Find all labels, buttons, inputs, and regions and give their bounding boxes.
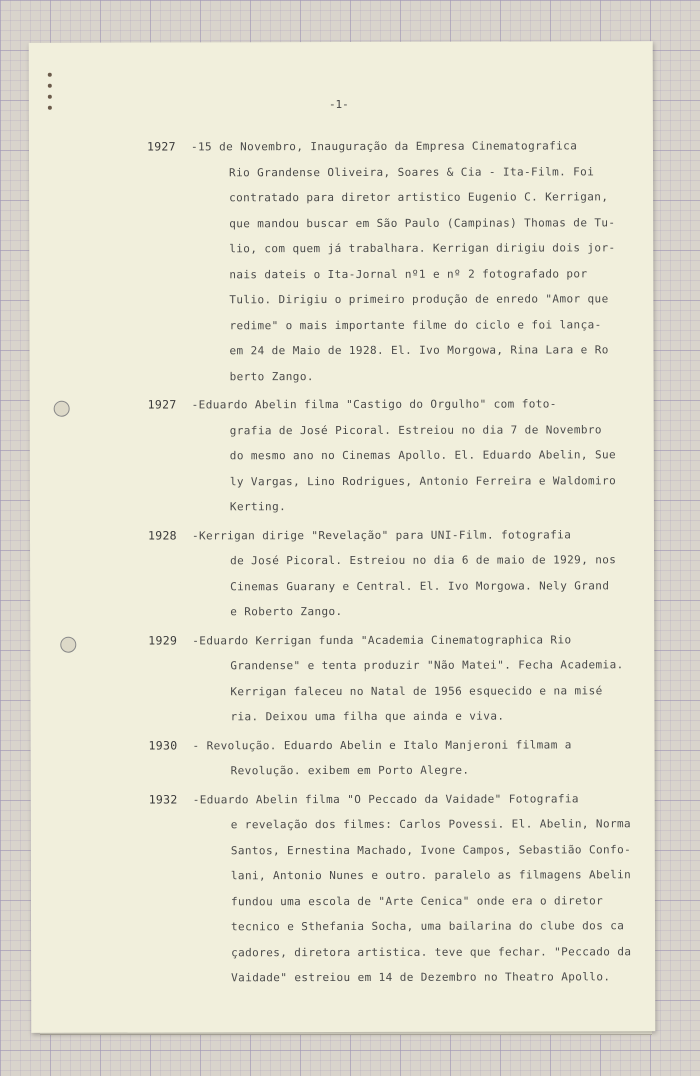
entry-line: fundou uma escola de "Arte Cenica" onde era o diretor [230,893,604,908]
entry-line: -Eduardo Abelin filma "O Peccado da Vaidade" Fotografia [192,791,579,806]
entry-line: que mandou buscar em São Paulo (Campinas) Thomas de Tu- [229,215,616,230]
entry-line: -Kerrigan dirige "Revelação" para UNI-Film. fotografia [191,527,572,542]
entry-text [191,133,648,389]
chronology-entry [149,732,649,784]
entry-line: grafia de José Picoral. Estreiou no dia 7 de Novembro [229,422,602,437]
entry-line: nais dateis o Ita-Jornal nº1 e nº 2 fotografado por [229,266,588,281]
entry-line: e Roberto Zango. [230,604,343,619]
entry-line: do mesmo ano no Cinemas Apollo. El. Eduardo Abelin, Sue [229,448,617,463]
punch-hole-bottom [60,637,76,653]
entry-line: Kerrigan faleceu no Natal de 1956 esquecido e na misé [230,683,603,698]
chronology-entry [147,133,648,389]
entry-text [192,627,648,730]
punch-hole-top [54,401,70,417]
entry-line: berto Zango. [229,369,314,383]
entry-year: 1929 [148,632,178,648]
chronology-entry [149,786,650,991]
entry-year: 1927 [147,397,177,412]
entry-line: Tulio. Dirigiu o primeiro produção de enredo "Amor que [229,292,609,307]
entry-line: ly Vargas, Lino Rodrigues, Antonio Ferreira e Waldomiro [229,473,617,488]
entry-text [193,786,650,991]
entry-line: -Eduardo Kerrigan funda "Academia Cinematographica Rio [192,632,572,647]
entry-line: redime" o mais importante filme do ciclo e foi lança- [229,317,602,332]
chronology-entry [148,391,648,520]
typed-page [29,41,656,1033]
entry-line: -Eduardo Abelin filma "Castigo do Orgulho" com foto- [191,397,557,412]
entry-line: Revolução. exibem em Porto Alegre. [230,763,470,778]
chronology-list [147,133,649,994]
entry-line: contratado para diretor artistico Eugenio C. Kerrigan, [229,190,609,205]
entry-line: Santos, Ernestina Machado, Ivone Campos, Sebastião Confo- [230,842,632,857]
entry-line: lio, com quem já trabalhara. Kerrigan dirigiu dois jor- [229,241,616,256]
entry-line: de José Picoral. Estreiou no dia 6 de maio de 1929, nos [230,553,617,568]
entry-text [192,391,648,520]
chronology-entry [148,627,648,730]
entry-line: -15 de Novembro, Inauguração da Empresa Cinematografica [190,139,578,154]
chronology-entry [148,522,648,625]
entry-year: 1927 [146,139,176,154]
entry-line: em 24 de Maio de 1928. El. Ivo Morgowa, Rina Lara e Ro [229,343,609,358]
entry-year: 1930 [148,737,178,753]
entry-line: Rio Grandense Oliveira, Soares & Cia - Ita-Film. Foi [229,164,595,179]
entry-line: çadores, diretora artistica. teve que fechar. "Peccado da [231,944,632,959]
entry-year: 1928 [147,527,177,543]
entry-line: Cinemas Guarany e Central. El. Ivo Morgowa. Nely Grand [230,578,610,593]
entry-text [192,522,648,625]
entry-text [193,732,649,784]
entry-line: ria. Deixou uma filha que ainda e viva. [230,709,505,724]
entry-line: e revelação dos filmes: Carlos Povessi. El. Abelin, Norma [230,817,632,832]
entry-line: Kerting. [229,500,287,514]
entry-line: lani, Antonio Nunes e outro. paralelo as filmagens Abelin [230,868,632,883]
entry-line: tecnico e Sthefania Socha, uma bailarina do clube dos ca [231,919,625,934]
entry-line: - Revolução. Eduardo Abelin e Italo Manjeroni filmam a [192,737,572,752]
page-number: -1- [328,97,349,112]
entry-line: Grandense" e tenta produzir "Não Matei". Fecha Academia. [230,658,624,673]
entry-line: Vaidade" estreiou em 14 de Dezembro no Theatro Apollo. [231,970,611,985]
entry-year: 1932 [148,791,178,807]
